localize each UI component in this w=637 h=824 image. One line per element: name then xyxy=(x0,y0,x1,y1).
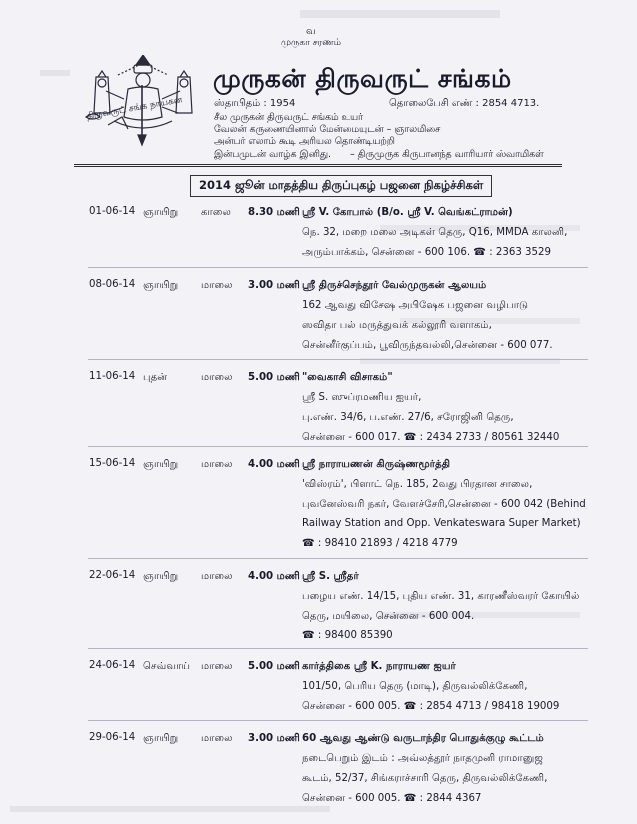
event-day: ஞாயிறு xyxy=(143,733,179,744)
event-day: ஞாயிறு xyxy=(143,571,179,582)
event-session: மாலை xyxy=(201,661,233,672)
event-detail-line: 'விஸ்ரம்', பிளாட் நெ. 185, 2வது பிரதான சாலை, xyxy=(302,479,533,490)
founded-year: ஸ்தாபிதம் : 1954 xyxy=(214,98,296,109)
program-title: 2014 ஜூன் மாதத்திய திருப்புகழ் பஜனை நிகழ்ச்சிகள் xyxy=(190,175,492,197)
event-time: 4.00 மணி xyxy=(248,571,301,582)
event-time: 4.00 மணி xyxy=(248,459,301,470)
event-detail-line: Railway Station and Opp. Venkateswara Super Market) xyxy=(302,518,581,529)
event-detail-line: தெரு, மயிலை, சென்னை - 600 004. xyxy=(302,611,475,622)
verse-line: வேலன் கருணையினால் மேன்மையுடன் – ஞாலமிசை xyxy=(214,124,441,135)
verse-line: சீல முருகன் திருவருட் சங்கம் உயர் xyxy=(214,112,363,123)
event-detail-line: கூடம், 52/37, சிங்கராச்சாரி தெரு, திருவல்லிக்கேணி, xyxy=(302,773,548,784)
event-detail-line: சென்னை - 600 017. ☎ : 2434 2733 / 80561 32440 xyxy=(302,432,560,443)
invocation: வ xyxy=(306,26,316,37)
event-time: 5.00 மணி xyxy=(248,661,301,672)
event-date: 08-06-14 xyxy=(89,279,136,290)
event-separator xyxy=(88,267,588,268)
event-detail-line: நெ. 32, மறை மலை அடிகள் தெரு, Q16, MMDA காலனி, xyxy=(302,227,568,238)
event-day: செவ்வாய் xyxy=(143,661,191,672)
event-date: 11-06-14 xyxy=(89,371,136,382)
organization-title: முருகன் திருவருட் சங்கம் xyxy=(213,64,512,93)
event-detail-line: ☎ : 98400 85390 xyxy=(302,630,393,641)
event-separator xyxy=(88,359,588,360)
event-host: கார்த்திகை ஸ்ரீ K. நாராயண ஐயர் xyxy=(302,661,456,672)
event-host: ஸ்ரீ திருச்செந்தூர் வேல்முருகன் ஆலயம் xyxy=(302,280,487,291)
event-session: காலை xyxy=(201,207,231,218)
event-separator xyxy=(88,720,588,721)
event-time: 3.00 மணி xyxy=(248,733,301,744)
verse-attribution: – திருமுருக கிருபானந்த வாரியார் ஸ்வாமிகள் xyxy=(350,149,544,160)
event-detail-line: பழைய எண். 14/15, புதிய எண். 31, காரணீஸ்வரர் கோயில் xyxy=(302,591,580,602)
event-day: ஞாயிறு xyxy=(143,280,179,291)
logo-caption: திருவருட் சங்க நாயகன் xyxy=(86,95,184,122)
event-date: 29-06-14 xyxy=(89,732,136,743)
event-host: ஸ்ரீ S. ஸ்ரீதர் xyxy=(302,571,359,582)
event-detail-line: சென்னை - 600 005. ☎ : 2854 4713 / 98418 19009 xyxy=(302,701,560,712)
event-detail-line: ஸவிதா பல் மருத்துவக் கல்லூரி வளாகம், xyxy=(302,320,492,331)
event-day: ஞாயிறு xyxy=(143,459,179,470)
event-separator xyxy=(88,558,588,559)
event-detail-line: சென்னீர்குப்பம், பூவிருந்தவல்லி,சென்னை - 600 077. xyxy=(302,340,553,351)
event-detail-line: பு.எண். 34/6, ப.எண். 27/6, சரோஜினி தெரு, xyxy=(302,412,514,423)
event-date: 24-06-14 xyxy=(89,660,136,671)
verse-line: இன்பமுடன் வாழ்க இனிது. xyxy=(214,149,331,160)
header-divider xyxy=(74,164,562,165)
event-day: ஞாயிறு xyxy=(143,207,179,218)
event-day: புதன் xyxy=(143,372,168,383)
event-session: மாலை xyxy=(201,459,233,470)
event-host: "வைகாசி விசாகம்" xyxy=(302,372,393,383)
event-session: மாலை xyxy=(201,372,233,383)
event-time: 8.30 மணி xyxy=(248,207,301,218)
event-separator xyxy=(88,648,588,649)
event-host: ஸ்ரீ V. கோபால் (B/o. ஸ்ரீ V. வெங்கட்ராமன்) xyxy=(302,207,513,218)
event-host: ஸ்ரீ நாராயணன் கிருஷ்ணமூர்த்தி xyxy=(302,459,451,470)
event-session: மாலை xyxy=(201,280,233,291)
event-host: 60 ஆவது ஆண்டு வருடாந்திர பொதுக்குழு கூட்டம் xyxy=(302,733,544,744)
event-detail-line: நடைபெறும் இடம் : அவ்லத்தூர் நாதமுனி ராமானுஜ xyxy=(302,753,543,764)
event-detail-line: ☎ : 98410 21893 / 4218 4779 xyxy=(302,538,458,549)
event-detail-line: 101/50, பெரிய தெரு (மாடி), திருவல்லிக்கேணி, xyxy=(302,681,528,692)
event-detail-line: ஸ்ரீ S. ஸுப்ரமணிய ஐயர், xyxy=(302,392,422,403)
event-detail-line: சென்னை - 600 005. ☎ : 2844 4367 xyxy=(302,793,482,804)
event-session: மாலை xyxy=(201,571,233,582)
event-session: மாலை xyxy=(201,733,233,744)
event-date: 01-06-14 xyxy=(89,206,136,217)
event-detail-line: 162 ஆவது விசேஷ அபிஷேக பஜனை வழிபாடு xyxy=(302,300,529,311)
event-detail-line: புவனேஸ்வரி நகர், வேளச்சேரி,சென்னை - 600 042 (Behind xyxy=(302,499,586,510)
event-date: 15-06-14 xyxy=(89,458,136,469)
motto: முருகா சரணம் xyxy=(281,38,341,48)
header-divider xyxy=(74,166,562,167)
event-detail-line: அரும்பாக்கம், சென்னை - 600 106. ☎ : 2363 3529 xyxy=(302,247,551,258)
event-separator xyxy=(88,446,588,447)
event-date: 22-06-14 xyxy=(89,570,136,581)
verse-line: அன்பர் எலாம் கூடி அரியல தொண்டியற்றி xyxy=(214,136,395,147)
event-time: 3.00 மணி xyxy=(248,280,301,291)
phone-number: தொலைபேசி எண் : 2854 4713. xyxy=(389,98,540,109)
event-time: 5.00 மணி xyxy=(248,372,301,383)
